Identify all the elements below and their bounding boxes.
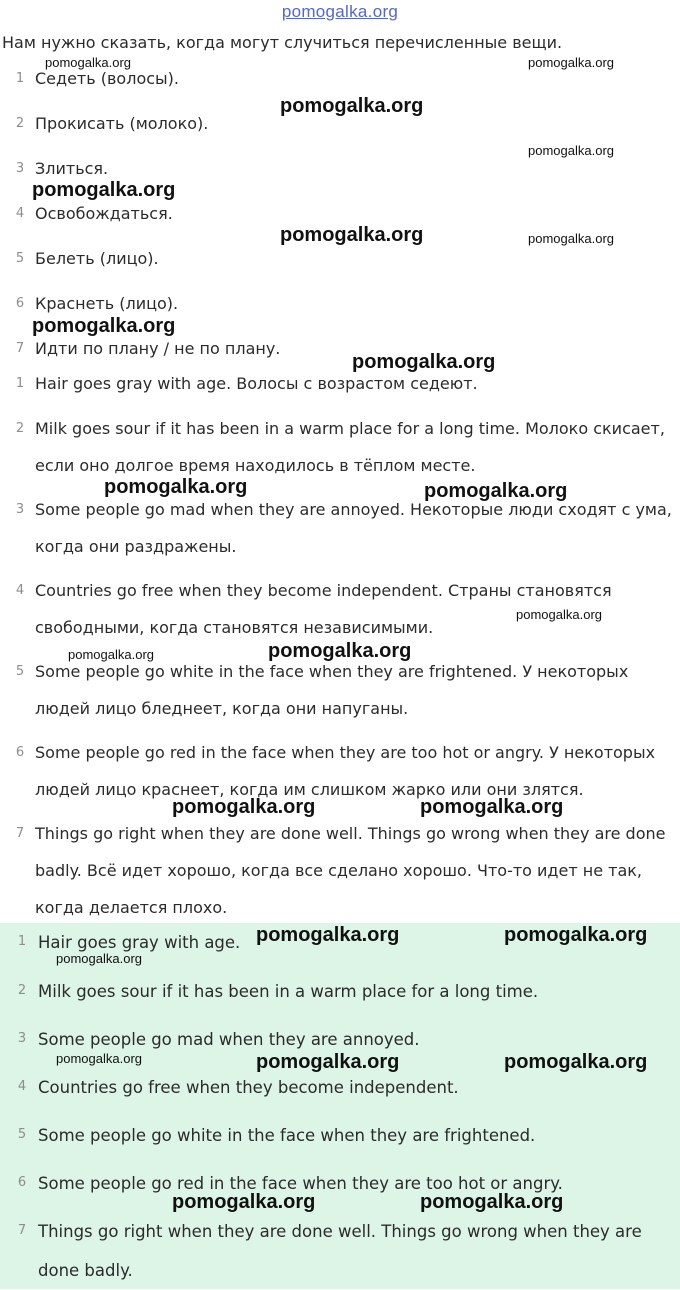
item-number: 7 xyxy=(15,341,25,356)
watermark: pomogalka.org xyxy=(528,55,614,70)
item-number: 1 xyxy=(17,934,27,949)
watermark: pomogalka.org xyxy=(504,1051,648,1073)
item-number: 6 xyxy=(15,296,25,311)
item-text: Some people go red in the face when they are too hot or angry. xyxy=(38,1174,563,1193)
watermark: pomogalka.org xyxy=(528,231,614,246)
item-number: 1 xyxy=(15,71,25,86)
watermark: pomogalka.org xyxy=(528,143,614,158)
item-number: 4 xyxy=(15,583,25,598)
intro-text: Нам нужно сказать, когда могут случиться перечисленные вещи. xyxy=(2,33,563,52)
item-number: 2 xyxy=(15,421,25,436)
watermark: pomogalka.org xyxy=(68,647,154,662)
watermark: pomogalka.org xyxy=(352,351,496,373)
item-number: 2 xyxy=(15,116,25,131)
item-text: Milk goes sour if it has been in a warm place for a long time. xyxy=(38,982,539,1001)
item-number: 1 xyxy=(15,376,25,391)
item-text: Краснеть (лицо). xyxy=(35,294,179,313)
watermark: pomogalka.org xyxy=(256,1051,400,1073)
watermark: pomogalka.org xyxy=(104,476,248,498)
item-number: 5 xyxy=(15,664,25,679)
item-number: 5 xyxy=(15,251,25,266)
item-number: 4 xyxy=(17,1079,27,1094)
watermark: pomogalka.org xyxy=(420,1191,564,1213)
watermark: pomogalka.org xyxy=(280,95,424,117)
watermark: pomogalka.org xyxy=(172,1191,316,1213)
item-number: 3 xyxy=(17,1031,27,1046)
item-text: Things go right when they are done well. Things go wrong when they are done badly. Всё идет хорошо, когда все сделано хорошо. Что-то идет не так, когда делается плохо. xyxy=(35,824,666,917)
watermark: pomogalka.org xyxy=(256,924,400,946)
item-number: 4 xyxy=(15,206,25,221)
item-text: Hair goes gray with age. xyxy=(38,933,241,952)
item-text: Things go right when they are done well. Things go wrong when they are done badly. xyxy=(38,1222,642,1280)
item-number: 2 xyxy=(17,983,27,998)
item-number: 3 xyxy=(15,502,25,517)
item-text: Milk goes sour if it has been in a warm place for a long time. Молоко скисает, если оно долгое время находилось в тёплом месте. xyxy=(35,419,665,475)
item-text: Седеть (волосы). xyxy=(35,69,179,88)
watermark: pomogalka.org xyxy=(280,224,424,246)
item-text: Some people go white in the face when they are frightened. xyxy=(38,1126,536,1145)
watermark: pomogalka.org xyxy=(504,924,648,946)
item-number: 5 xyxy=(17,1127,27,1142)
item-text: Злиться. xyxy=(35,159,109,178)
item-text: Освобождаться. xyxy=(35,204,173,223)
watermark: pomogalka.org xyxy=(45,55,131,70)
watermark: pomogalka.org xyxy=(424,480,568,502)
item-number: 7 xyxy=(17,1223,27,1238)
site-link[interactable]: pomogalka.org xyxy=(281,2,399,21)
watermark: pomogalka.org xyxy=(268,640,412,662)
watermark: pomogalka.org xyxy=(32,179,176,201)
watermark: pomogalka.org xyxy=(516,607,602,622)
item-text: Some people go mad when they are annoyed. xyxy=(38,1030,420,1049)
item-number: 6 xyxy=(17,1175,27,1190)
item-text: Идти по плану / не по плану. xyxy=(35,339,281,358)
item-text: Countries go free when they become independent. xyxy=(38,1078,459,1097)
watermark: pomogalka.org xyxy=(56,951,142,966)
item-text: Some people go red in the face when they are too hot or angry. У некоторых людей лицо краснеет, когда им слишком жарко или они злятся. xyxy=(35,743,656,799)
item-text: Some people go white in the face when they are frightened. У некоторых людей лицо бледнеет, когда они напуганы. xyxy=(35,662,629,718)
item-text: Hair goes gray with age. Волосы с возрастом седеют. xyxy=(35,374,478,393)
item-text: Some people go mad when they are annoyed. Некоторые люди сходят с ума, когда они раздражены. xyxy=(35,500,672,556)
item-text: Белеть (лицо). xyxy=(35,249,159,268)
watermark: pomogalka.org xyxy=(172,796,316,818)
watermark: pomogalka.org xyxy=(32,315,176,337)
item-text: Countries go free when they become independent. Страны становятся свободными, когда становятся независимыми. xyxy=(35,581,612,637)
item-number: 3 xyxy=(15,161,25,176)
watermark: pomogalka.org xyxy=(420,796,564,818)
item-text: Прокисать (молоко). xyxy=(35,114,209,133)
watermark: pomogalka.org xyxy=(56,1051,142,1066)
item-number: 6 xyxy=(15,745,25,760)
item-number: 7 xyxy=(15,826,25,841)
